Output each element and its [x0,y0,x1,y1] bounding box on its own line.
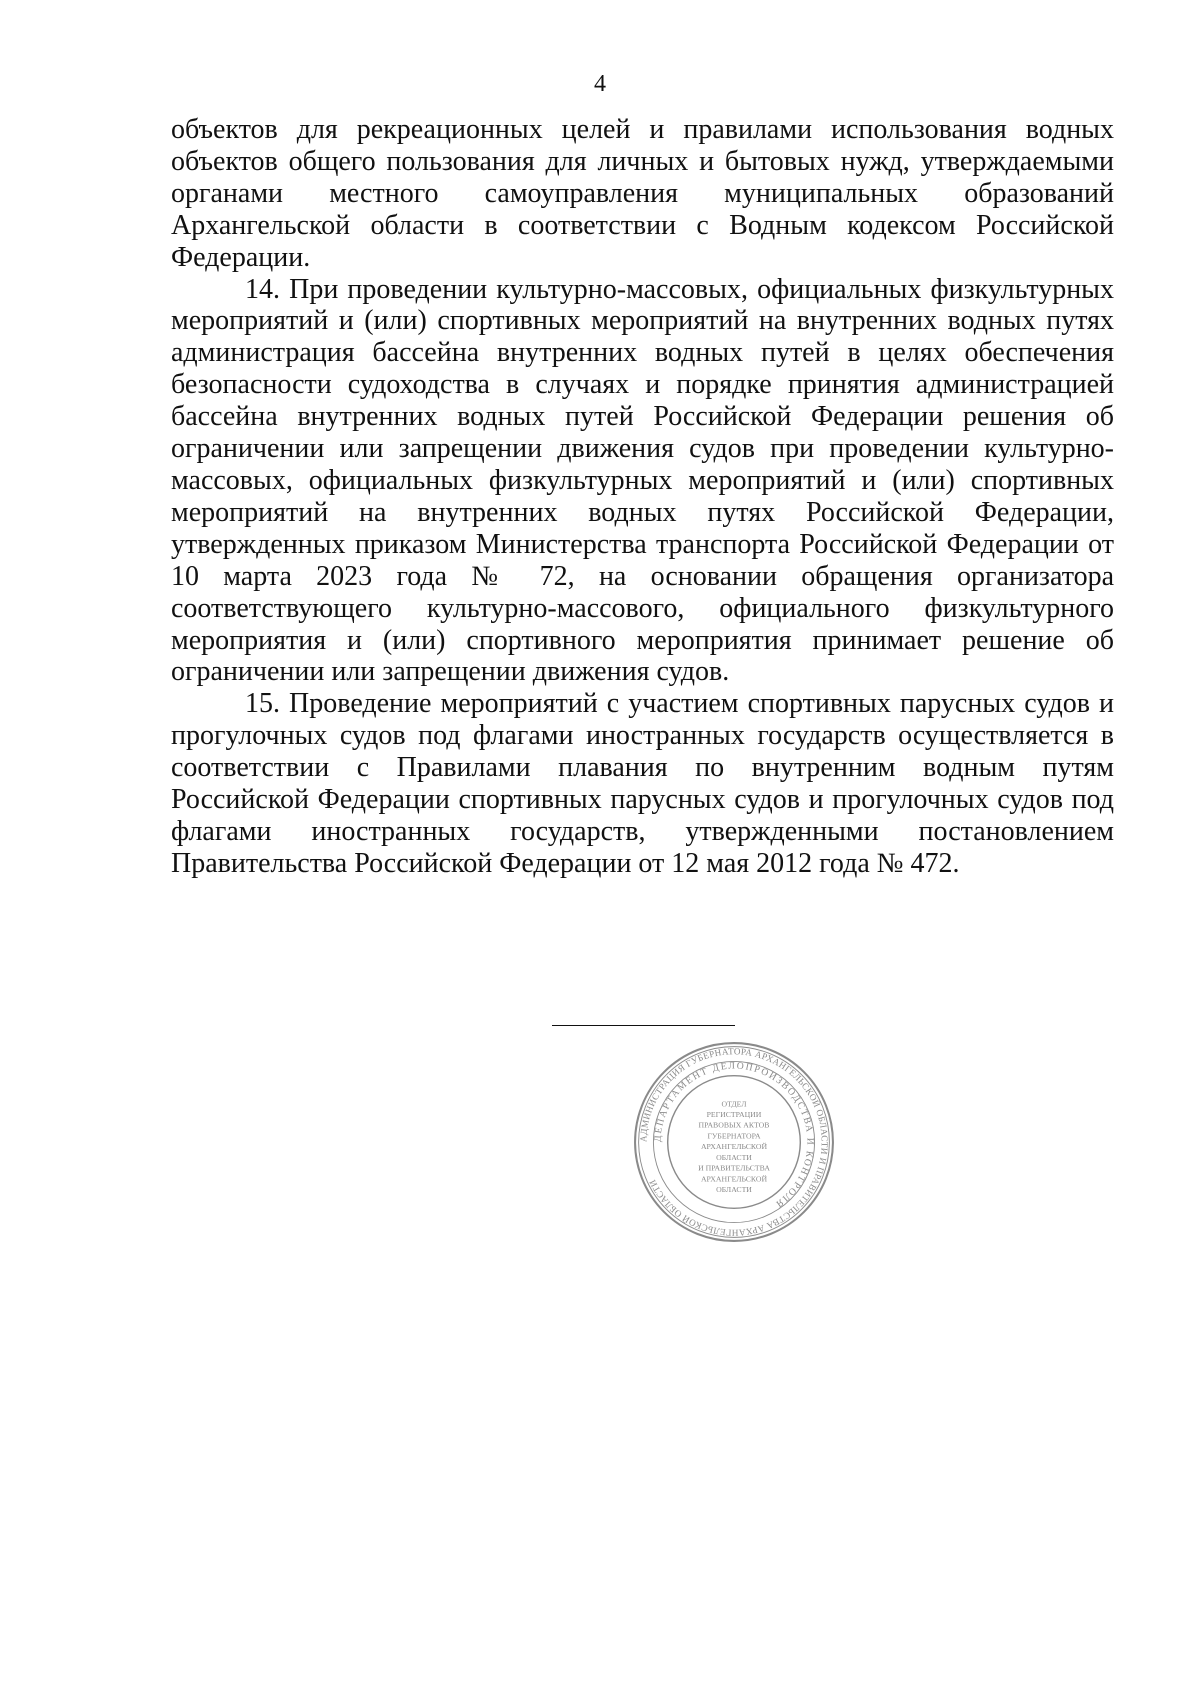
stamp-inner-ring-text: ДЕПАРТАМЕНТ ДЕЛОПРОИЗВОДСТВА И КОНТРОЛЯ [652,1060,816,1211]
paragraph-item-15: 15. Проведение мероприятий с участием спортивных парусных судов и прогулочных судов под флагами иностранных государств осуществляется в соответствии с Правилами плавания по внутренним водным путям Российской Федерации спортивных парусных судов и прогулочных судов под флагами иностранных государств, утвержденными постановлением Правительства Российской Федерации от 12 мая 2012 года № 472. [171,688,1114,879]
svg-text:ОБЛАСТИ: ОБЛАСТИ [716,1152,752,1162]
svg-text:ПРАВОВЫХ АКТОВ: ПРАВОВЫХ АКТОВ [698,1120,770,1130]
page-number: 4 [594,71,606,97]
svg-text:И ПРАВИТЕЛЬСТВА: И ПРАВИТЕЛЬСТВА [698,1163,770,1173]
document-body [171,114,1114,880]
end-of-document-rule [552,1025,735,1026]
stamp-center-text [698,1099,770,1194]
stamp-outer-ring-text: АДМИНИСТРАЦИЯ ГУБЕРНАТОРА АРХАНГЕЛЬСКОЙ ОБЛАСТИ И ПРАВИТЕЛЬСТВА АРХАНГЕЛЬСКОЙ ОБЛАСТИ [638,1046,830,1238]
paragraph-continuation: объектов для рекреационных целей и правилами использования водных объектов общего пользования для личных и бытовых нужд, утверждаемыми органами местного самоуправления муниципальных образований Архангельской области в соответствии с Водным кодексом Российской Федерации. [171,114,1114,273]
svg-text:РЕГИСТРАЦИИ: РЕГИСТРАЦИИ [706,1110,762,1120]
svg-text:АРХАНГЕЛЬСКОЙ: АРХАНГЕЛЬСКОЙ [700,1142,768,1152]
svg-text:ГУБЕРНАТОРА: ГУБЕРНАТОРА [707,1131,761,1141]
svg-text:АРХАНГЕЛЬСКОЙ: АРХАНГЕЛЬСКОЙ [700,1174,768,1184]
paragraph-item-14: 14. При проведении культурно-массовых, официальных физкультурных мероприятий и (или) спортивных мероприятий на внутренних водных путях администрация бассейна внутренних водных путей в целях обеспечения безопасности судоходства в случаях и порядке принятия администрацией бассейна внутренних водных путей Российской Федерации решения об ограничении или запрещении движения судов при проведении культурно-массовых, официальных физкультурных мероприятий и (или) спортивных мероприятий на внутренних водных путях Российской Федерации, утвержденных приказом Министерства транспорта Российской Федерации от 10 марта 2023 года № 72, на основании обращения организатора соответствующего культурно-массового, официального физкультурного мероприятия и (или) спортивного мероприятия принимает решение об ограничении или запрещении движения судов. [171,273,1114,688]
official-stamp [632,1040,836,1244]
svg-text:ОТДЕЛ: ОТДЕЛ [721,1099,747,1109]
svg-text:ОБЛАСТИ: ОБЛАСТИ [716,1184,752,1194]
